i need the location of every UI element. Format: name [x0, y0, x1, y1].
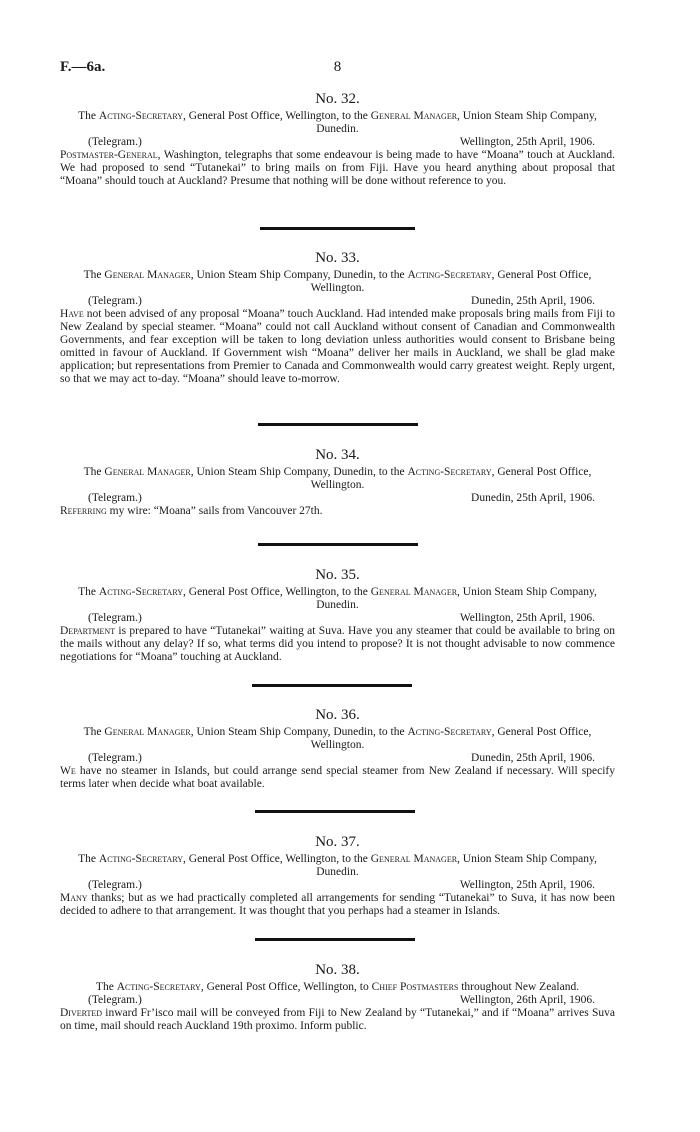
- entry-meta: [60, 752, 615, 765]
- entry-body: Have not been advised of any proposal “Moana” touch Auckland. Had intended make proposals bring mails from Fiji to New Zealand by special steamer. “Moana” could not call Auckland without consent of Canadian and Commonwealth Governments, and fear exception will be taken to long deviation unless authorities would consent to Brisbane being omitted in favour of Auckland. If Government wish “Moana” deliver her mails in Auckland, we shall be glad make application; but representations from Premier to Canada and Commonwealth would carry greatest weight. Reply urgent, so that we may act to-day. “Moana” should leave to-morrow.: [60, 308, 615, 385]
- entry-number: No. 32.: [315, 91, 360, 107]
- entry-address: The Acting-Secretary, General Post Office, Wellington, to the General Manager, Union Steam Ship Company, Dunedin.: [78, 853, 597, 878]
- entry-number: No. 36.: [315, 707, 360, 723]
- entry-meta: [60, 295, 615, 308]
- entry-body: Department is prepared to have “Tutanekai” waiting at Suva. Have you any steamer that could be available to bring on the mails without any delay? If so, what terms did you intend to propose? It is not thought advisable to now commence negotiations for “Moana” touching at Auckland.: [60, 625, 615, 663]
- section-divider: [252, 684, 412, 687]
- entry-address: The Acting-Secretary, General Post Office, Wellington, to Chief Postmasters throughout New Zealand.: [95, 981, 580, 993]
- document-page: [60, 0, 615, 1132]
- entry-type: (Telegram.): [88, 295, 142, 307]
- entry-number: No. 38.: [315, 962, 360, 978]
- entry-type: (Telegram.): [88, 752, 142, 764]
- entry-address: The General Manager, Union Steam Ship Company, Dunedin, to the Acting-Secretary, General Post Office, Wellington.: [83, 466, 592, 491]
- entry-place-date: Dunedin, 25th April, 1906.: [471, 752, 595, 764]
- entry-place-date: Wellington, 26th April, 1906.: [459, 994, 595, 1006]
- telegram-entry: [60, 961, 615, 1033]
- section-divider: [260, 227, 415, 230]
- section-divider: [255, 810, 415, 813]
- entry-address: The General Manager, Union Steam Ship Company, Dunedin, to the Acting-Secretary, General Post Office, Wellington.: [83, 726, 592, 751]
- entry-body: Postmaster-General, Washington, telegraphs that some endeavour is being made to have “Moana” touch at Auckland. We had proposed to send “Tutanekai” to bring mails on from Fiji. Have you heard anything about proposal that “Moana” should touch at Auckland? Presume that nothing will be done without reference to you.: [60, 149, 615, 187]
- entry-meta: [60, 136, 615, 149]
- entry-type: (Telegram.): [88, 492, 142, 504]
- entry-address: The General Manager, Union Steam Ship Company, Dunedin, to the Acting-Secretary, General Post Office, Wellington.: [83, 269, 592, 294]
- entry-body: Referring my wire: “Moana” sails from Vancouver 27th.: [60, 505, 323, 517]
- entry-meta: [60, 994, 615, 1007]
- page-number: 8: [333, 59, 342, 75]
- entry-place-date: Dunedin, 25th April, 1906.: [471, 492, 595, 504]
- entry-number: No. 37.: [315, 834, 360, 850]
- telegram-entry: [60, 249, 615, 386]
- entry-type: (Telegram.): [88, 136, 142, 148]
- telegram-entry: [60, 566, 615, 664]
- telegram-entry: [60, 833, 615, 918]
- telegram-entry: [60, 706, 615, 791]
- entry-body: Diverted inward Fr’isco mail will be conveyed from Fiji to New Zealand by “Tutanekai,” and if “Moana” arrives Suva on time, mail should reach Auckland 19th proximo. Inform public.: [60, 1007, 615, 1032]
- section-divider: [258, 423, 418, 426]
- entry-place-date: Wellington, 25th April, 1906.: [459, 612, 595, 624]
- entry-place-date: Wellington, 25th April, 1906.: [459, 136, 595, 148]
- entry-address: The Acting-Secretary, General Post Office, Wellington, to the General Manager, Union Steam Ship Company, Dunedin.: [78, 586, 597, 611]
- entry-meta: [60, 492, 615, 505]
- page-header: [60, 61, 615, 77]
- entry-type: (Telegram.): [88, 994, 142, 1006]
- entry-number: No. 33.: [315, 250, 360, 266]
- entry-meta: [60, 879, 615, 892]
- entry-number: No. 35.: [315, 567, 360, 583]
- entry-body: We have no steamer in Islands, but could arrange send special steamer from New Zealand if necessary. Will specify terms later when decide what boat available.: [60, 765, 615, 790]
- entry-number: No. 34.: [315, 447, 360, 463]
- telegram-entry: [60, 446, 615, 518]
- section-divider: [255, 938, 415, 941]
- telegram-entry: [60, 90, 615, 188]
- entry-address: The Acting-Secretary, General Post Office, Wellington, to the General Manager, Union Steam Ship Company, Dunedin.: [78, 110, 597, 135]
- report-reference: F.—6a.: [60, 59, 106, 75]
- entry-type: (Telegram.): [88, 879, 142, 891]
- entry-body: Many thanks; but as we had practically completed all arrangements for sending “Tutanekai” to Suva, it has now been decided to adhere to that arrangement. It was thought that you perhaps had a steamer in Islands.: [60, 892, 615, 917]
- section-divider: [258, 543, 418, 546]
- entry-meta: [60, 612, 615, 625]
- entry-place-date: Wellington, 25th April, 1906.: [459, 879, 595, 891]
- entry-type: (Telegram.): [88, 612, 142, 624]
- entry-place-date: Dunedin, 25th April, 1906.: [471, 295, 595, 307]
